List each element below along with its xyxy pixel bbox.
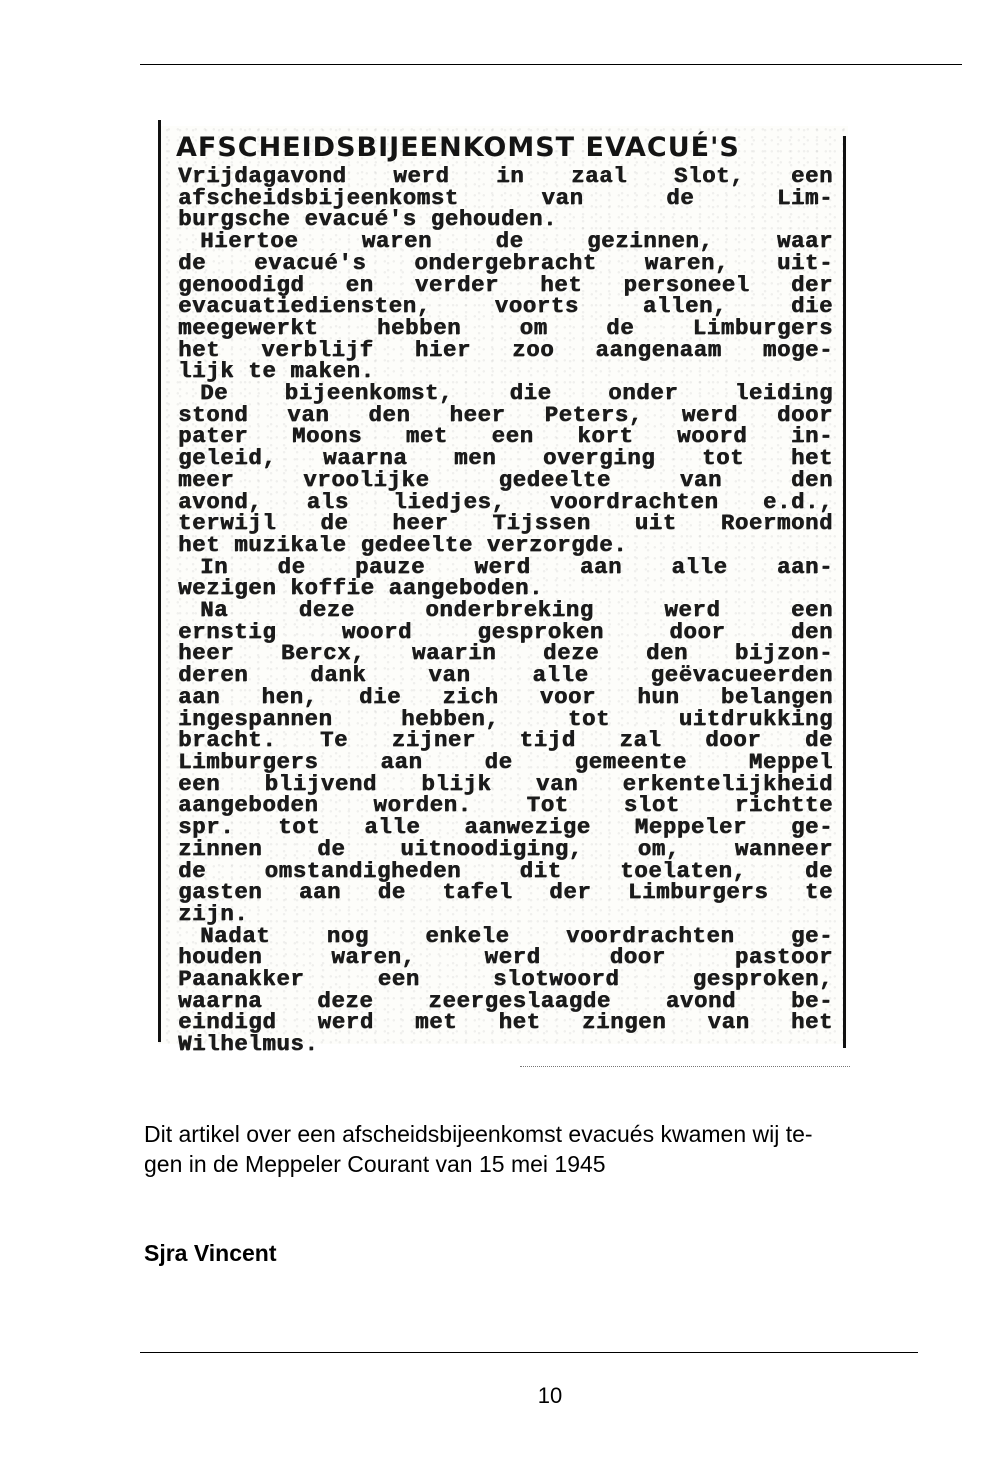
clipping-text-line: Wilhelmus. (178, 1031, 319, 1058)
clipping-text-line: burgsche evacué's gehouden. (178, 206, 557, 233)
clipping-text-line: avond, als liedjes, voordrachten e.d., (178, 488, 833, 515)
clipping-text-line: meer vroolijke gedeelte van den (178, 466, 833, 493)
author-name: Sjra Vincent (144, 1240, 277, 1266)
clipping-text-line: waarna deze zeergeslaagde avond be- (178, 987, 833, 1014)
clipping-text-line: wezigen koffie aangeboden. (178, 575, 543, 602)
clipping-text-line: Paanakker een slotwoord gesproken, (178, 966, 833, 993)
clipping-text-line: zijn. (178, 900, 249, 927)
clipping-text-line: terwijl de heer Tijssen uit Roermond (178, 510, 833, 537)
clipping-text-line: afscheidsbijeenkomst van de Lim- (178, 184, 833, 211)
clipping-text-line: bracht. Te zijner tijd zal door de (178, 727, 833, 754)
clipping-text-line: ernstig woord gesproken door den (178, 618, 833, 645)
clipping-text-line: een blijvend blijk van erkentelijkheid (178, 770, 833, 797)
clipping-body (178, 163, 833, 1058)
clipping-border-left (158, 120, 161, 1042)
clipping-text-line: deren dank van alle geëvacueerden (178, 662, 833, 689)
clipping-text-line: ingespannen hebben, tot uitdrukking (178, 705, 833, 732)
clipping-text-line: geleid, waarna men overging tot het (178, 445, 833, 472)
clipping-text-line: gasten aan de tafel der Limburgers te (178, 879, 833, 906)
clipping-text-line: genoodigd en verder het personeel der (178, 271, 833, 298)
clipping-text-line: het verblijf hier zoo aangenaam moge- (178, 336, 833, 363)
clipping-text-line: eindigd werd met het zingen van het (178, 1009, 833, 1036)
clipping-text-line: Vrijdagavond werd in zaal Slot, een (178, 163, 833, 189)
clipping-text-line: evacuatiediensten, voorts allen, die (178, 293, 833, 320)
caption (144, 1119, 954, 1179)
clipping-text-line: Hiertoe waren de gezinnen, waar (200, 228, 833, 255)
clipping-text-line: heer Bercx, waarin deze den bijzon- (178, 640, 833, 667)
clipping-text-line: stond van den heer Peters, werd door (178, 401, 833, 428)
clipping-text-line: aangeboden worden. Tot slot richtte (178, 792, 833, 819)
clipping-text-line: lijk te maken. (178, 358, 375, 385)
clipping-text-line: de evacué's ondergebracht waren, uit- (178, 249, 833, 276)
clipping-text-line: het muzikale gedeelte verzorgde. (178, 531, 628, 558)
top-rule (140, 64, 962, 65)
clipping-bottom-edge (520, 1066, 850, 1067)
caption-line: gen in de Meppeler Courant van 15 mei 1945 (144, 1151, 606, 1177)
bottom-rule (140, 1352, 918, 1353)
caption-line: Dit artikel over een afscheidsbijeenkomst evacués kwamen wij te- (144, 1121, 813, 1147)
clipping-text-line: Limburgers aan de gemeente Meppel (178, 748, 833, 775)
clipping-text-line: De bijeenkomst, die onder leiding (200, 380, 833, 407)
clipping-border-right (843, 136, 846, 1048)
clipping-text-line: houden waren, werd door pastoor (178, 944, 833, 971)
clipping-text-line: spr. tot alle aanwezige Meppeler ge- (178, 814, 833, 841)
clipping-text-line: meegewerkt hebben om de Limburgers (178, 314, 833, 341)
clipping-text-line: pater Moons met een kort woord in- (178, 423, 833, 450)
clipping-text-line: Na deze onderbreking werd een (200, 597, 833, 624)
clipping-text-line: zinnen de uitnoodiging, om, wanneer (178, 835, 833, 862)
clipping-headline: AFSCHEIDSBIJEENKOMST EVACUÉ'S (176, 132, 740, 163)
clipping-text-line: In de pauze werd aan alle aan- (200, 553, 833, 580)
clipping-text-line: aan hen, die zich voor hun belangen (178, 683, 833, 710)
clipping-text-line: de omstandigheden dit toelaten, de (178, 857, 833, 884)
page-number: 10 (537, 1383, 563, 1408)
clipping-text-line: Nadat nog enkele voordrachten ge- (200, 922, 833, 949)
